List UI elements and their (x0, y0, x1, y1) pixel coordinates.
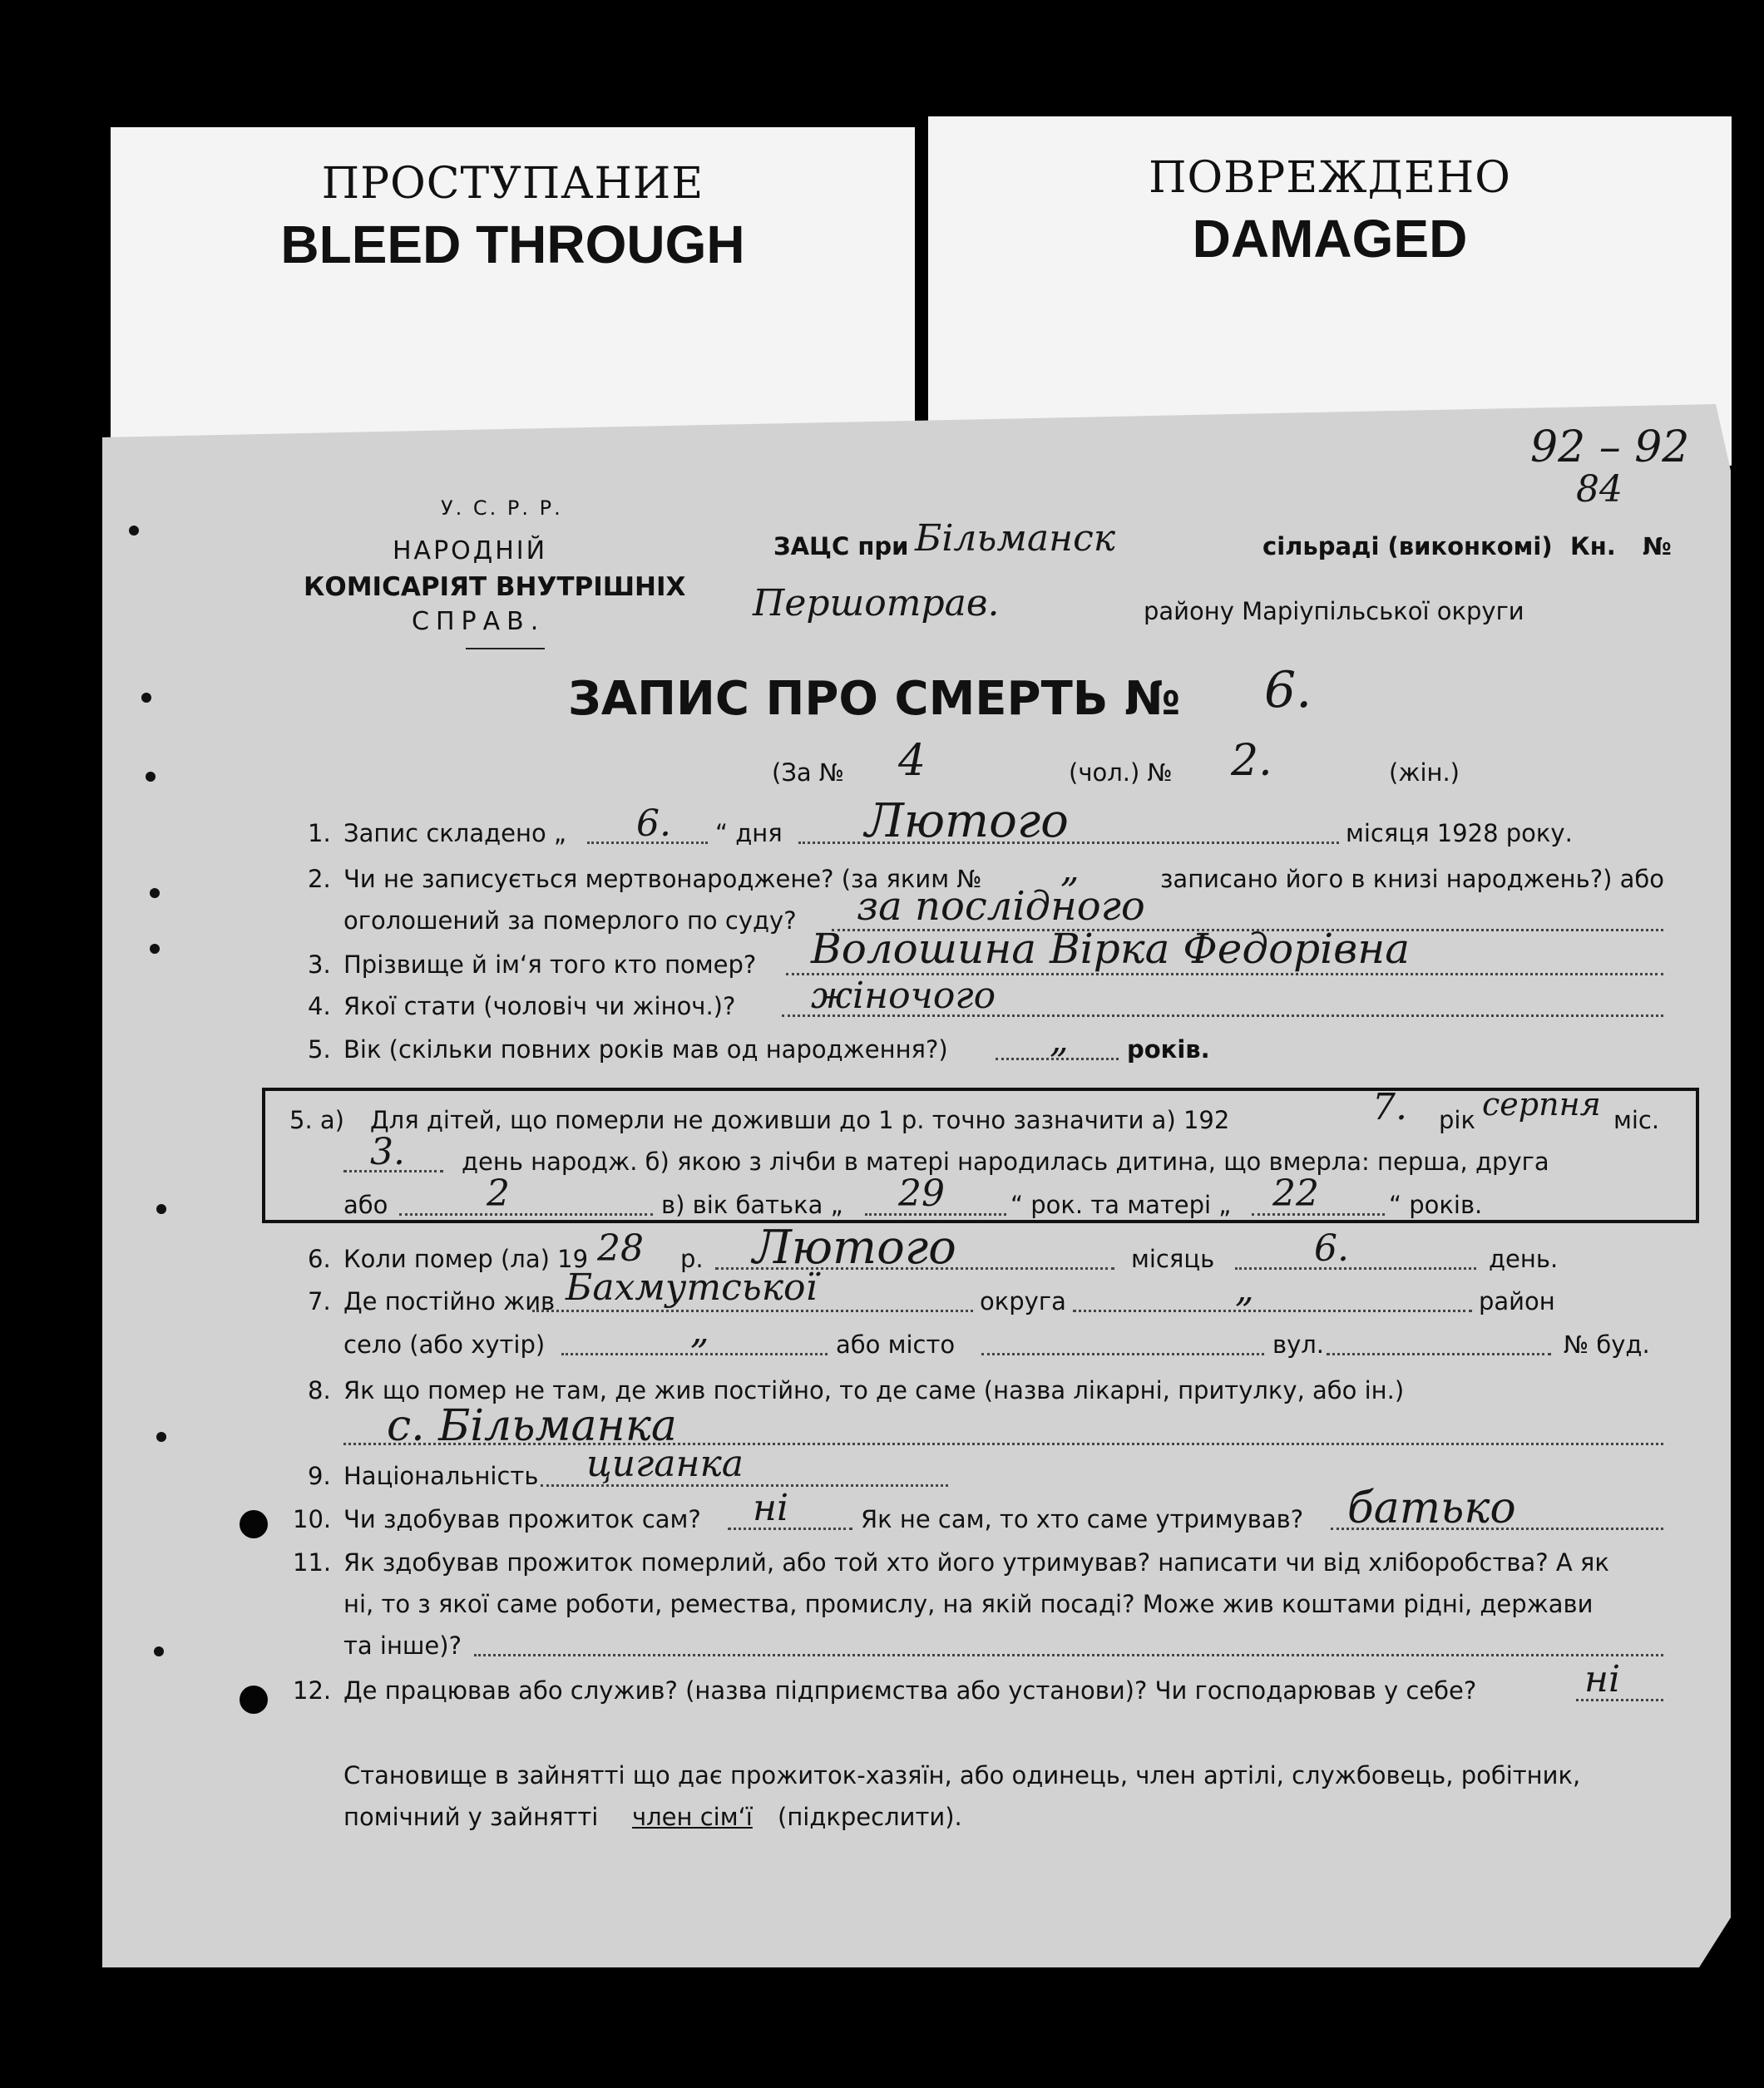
item4-num: 4. (308, 992, 331, 1020)
item5-label: Вік (скільки повних років мав од народження?) (343, 1035, 948, 1064)
punch-hole (150, 944, 160, 954)
header-ussr: У. С. Р. Р. (441, 496, 563, 520)
footer-line2-c: (підкреслити). (778, 1803, 962, 1831)
dotted-line (1235, 1267, 1476, 1270)
zags-suffix: сільраді (виконкомі) (1262, 532, 1553, 560)
za-women: (жін.) (1389, 758, 1460, 787)
dotted-line (399, 1213, 653, 1216)
item6-month: Лютого (753, 1221, 956, 1275)
item10-label-b: Як не сам, то хто саме утримував? (861, 1505, 1304, 1533)
item7-house-label: № буд. (1564, 1330, 1650, 1359)
item5-value: „ (1050, 1019, 1069, 1061)
item7-city-label: або місто (836, 1330, 956, 1359)
item1-day-label: “ дня (715, 819, 783, 847)
item6-month-label: місяць (1131, 1245, 1215, 1273)
item7-street-label: вул. (1272, 1330, 1325, 1359)
item4-label: Якої стати (чоловіч чи жіноч.)? (343, 992, 736, 1020)
dotted-line (1073, 1310, 1472, 1312)
item2-label-c: оголошений за померлого по суду? (343, 906, 797, 935)
item2-value-c: за послідного (857, 883, 1145, 930)
item5a-year-label: рік (1439, 1106, 1475, 1134)
zags-prefix: ЗАЦС при (773, 532, 909, 560)
binding-hole (240, 1510, 268, 1538)
item2-label-b: записано його в книзі народжень?) або (1160, 865, 1665, 893)
item11-num: 11. (293, 1548, 332, 1577)
item5a-or: або (343, 1191, 388, 1219)
item8-value: с. Більманка (387, 1401, 677, 1451)
item3-num: 3. (308, 950, 331, 979)
dotted-line (728, 1528, 852, 1530)
item11-line2: ні, то з якої саме роботи, ремества, промислу, на якій посаді? Може жив коштами рідні, держави (343, 1590, 1594, 1618)
item3-value: Волошина Вірка Федорівна (811, 925, 1411, 973)
punch-hole (141, 693, 151, 703)
item5a-month: серпня (1482, 1086, 1601, 1123)
item7-selo-label: село (або хутір) (343, 1330, 546, 1359)
item7-num: 7. (308, 1287, 331, 1315)
item2-label: Чи не записується мертвонароджене? (за яким № (343, 865, 982, 893)
record-number: 6. (1264, 661, 1312, 719)
dotted-line (532, 1310, 973, 1312)
item5a-day-label: день народж. б) якою з лічби в матері народилась дитина, що вмерла: перша, друга (462, 1148, 1549, 1176)
footer-line2-a: помічний у зайнятті (343, 1803, 599, 1831)
item7-okrug-label: округа (980, 1287, 1066, 1315)
dotted-line (1576, 1699, 1663, 1701)
item11-line1: Як здобував прожиток померлий, або той хто його утримував? написати чи від хліборобства? А як (343, 1548, 1609, 1577)
record-title: ЗАПИС ПРО СМЕРТЬ № (568, 672, 1181, 726)
item10-value2: батько (1347, 1483, 1516, 1533)
item11-line3: та інше)? (343, 1631, 462, 1660)
za-open: (За № (772, 758, 845, 787)
item2-num: 2. (308, 865, 331, 893)
item9-num: 9. (308, 1462, 331, 1490)
dotted-line (981, 1353, 1264, 1355)
item12-value: ні (1584, 1658, 1621, 1701)
item6-day-label: день. (1489, 1245, 1559, 1273)
item3-label: Прізвище й ім‘я того кто помер? (343, 950, 757, 979)
item5a-num: 5. а) (289, 1106, 344, 1134)
header-sprav: СПРАВ. (412, 607, 546, 636)
item1-label: Запис складено „ (343, 819, 566, 847)
item5a-month-label: міс. (1613, 1106, 1660, 1134)
za-women-number: 2. (1231, 736, 1272, 786)
zags-village: Більманск (915, 517, 1115, 560)
item5-num: 5. (308, 1035, 331, 1064)
footer-line1: Становище в зайнятті що дає прожиток-хазяїн, або одинець, член артілі, службовець, робітник, (343, 1761, 1581, 1789)
item2-value: „ (1060, 848, 1080, 891)
item8-num: 8. (308, 1376, 331, 1404)
footer-underlined: член сім‘ї (632, 1803, 753, 1831)
item5a-mother-label: “ рок. та матері „ (1010, 1191, 1232, 1219)
item7-selo: „ (690, 1310, 709, 1352)
item5a-day: 3. (370, 1131, 405, 1173)
bleed-through-en: BLEED THROUGH (280, 215, 745, 274)
punch-hole (156, 1432, 166, 1442)
zags-number: № (1643, 532, 1672, 560)
zags-district-suffix: району Маріупільської округи (1144, 597, 1524, 625)
punch-hole (154, 1646, 164, 1656)
item4-value: жіночого (811, 975, 996, 1017)
item1-day: 6. (636, 802, 671, 845)
dotted-line (561, 1353, 828, 1355)
item10-value: ні (753, 1487, 789, 1529)
item9-value: циганка (586, 1443, 744, 1485)
item5a-label: Для дітей, що померли не доживши до 1 р. точно зазначити а) 192 (370, 1106, 1230, 1134)
zags-book: Кн. (1570, 532, 1616, 560)
item7-rayon: „ (1235, 1268, 1254, 1311)
header-underline (466, 648, 545, 649)
item12-num: 12. (293, 1676, 332, 1705)
item6-num: 6. (308, 1245, 331, 1273)
item6-year-label: р. (680, 1245, 704, 1273)
header-komisariat: КОМІСАРІЯТ ВНУТРІШНІХ (304, 572, 686, 602)
item5a-father-label: в) вік батька „ (661, 1191, 843, 1219)
item10-label: Чи здобував прожиток сам? (343, 1505, 701, 1533)
item6-day: 6. (1314, 1227, 1349, 1270)
item1-month: Лютого (865, 794, 1069, 848)
item5a-mother-age: 22 (1272, 1172, 1319, 1215)
damaged-ru: ПОВРЕЖДЕНО (1149, 153, 1511, 203)
corner-note-bottom: 84 (1576, 468, 1623, 511)
item5-years: років. (1127, 1035, 1210, 1064)
item8-label: Як що помер не там, де жив постійно, то де саме (назва лікарні, притулку, або ін.) (343, 1376, 1405, 1404)
item5a-year: 7. (1372, 1086, 1407, 1128)
punch-hole (150, 888, 160, 898)
item1-year: місяця 1928 року. (1346, 819, 1573, 847)
corner-note-top: 92 – 92 (1530, 422, 1690, 472)
item5a-order: 2 (487, 1172, 510, 1215)
punch-hole (129, 526, 139, 536)
bleed-through-ru: ПРОСТУПАНИЕ (321, 159, 704, 209)
dotted-line (474, 1654, 1663, 1656)
item12-label: Де працював або служив? (назва підприємства або установи)? Чи господарював у себе? (343, 1676, 1477, 1705)
binding-hole (240, 1686, 268, 1714)
dotted-line (1327, 1353, 1551, 1355)
item9-label: Національність (343, 1462, 539, 1490)
item7-okrug: Бахмутської (566, 1266, 818, 1309)
item1-num: 1. (308, 819, 331, 847)
item10-num: 10. (293, 1505, 332, 1533)
item6-year: 28 (597, 1227, 644, 1270)
header-narodniy: НАРОДНІЙ (393, 536, 548, 565)
punch-hole (156, 1204, 166, 1214)
item5a-father-age: 29 (898, 1172, 945, 1215)
za-men: (чол.) № (1069, 758, 1173, 787)
punch-hole (146, 772, 156, 782)
item6-label: Коли помер (ла) 19 (343, 1245, 589, 1273)
item7-rayon-label: район (1479, 1287, 1555, 1315)
za-men-number: 4 (898, 736, 926, 786)
damaged-en: DAMAGED (1192, 209, 1468, 269)
zags-district: Першотрав. (753, 582, 1000, 624)
item5a-years: “ років. (1389, 1191, 1483, 1219)
item7-label: Де постійно жив (343, 1287, 556, 1315)
